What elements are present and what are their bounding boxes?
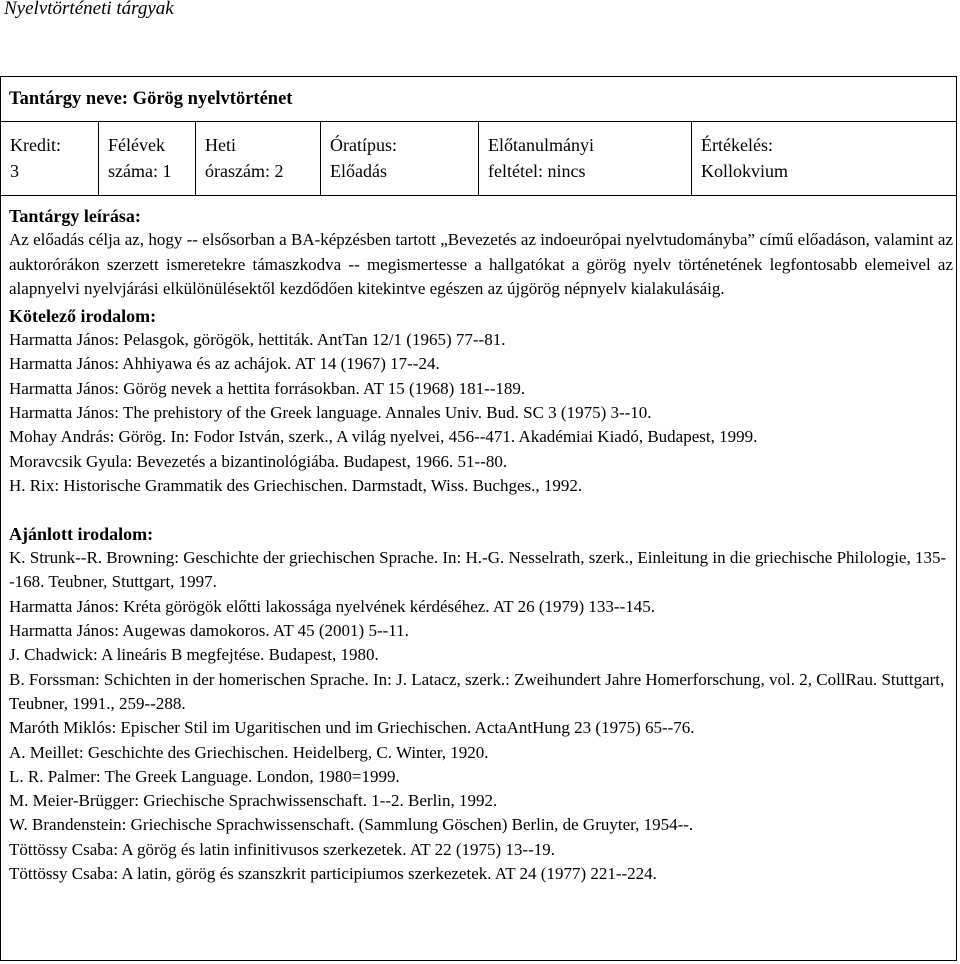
description-text: Az előadás célja az, hogy -- elsősorban a BA-képzésben tartott „Bevezetés az indoeurópai nyelvtudományba” című előadáson, valamint az auktorórákon szerzett ismeretekre támaszkodva -- megismertesse a hallgatókat a görög nyelv történetének legfontosabb elemeivel az alapnyelvi nyelvjárási elkülönülésektől kezdődően kitekintve egészen az újgörög népnyelv kialakulásáig. (9, 230, 953, 299)
course-content (9, 204, 953, 886)
required-ref-2: Harmatta János: Ahhiyawa és az achájok. AT 14 (1967) 17--24. (9, 354, 440, 374)
weekly-hours-cell (196, 122, 321, 195)
recommended-ref-1: K. Strunk--R. Browning: Geschichte der griechischen Sprache. In: H.-G. Nesselrath, szerk., Einleitung in die griechische Philologie, 135--168. Teubner, Stuttgart, 1997. (9, 548, 947, 592)
semesters-value: száma: 1 (108, 160, 172, 181)
required-ref-3: Harmatta János: Görög nevek a hettita forrásokban. AT 15 (1968) 181--189. (9, 378, 526, 398)
recommended-ref-3: Harmatta János: Augewas damokoros. AT 45 (2001) 5--11. (9, 621, 409, 641)
section-spacer (9, 498, 953, 522)
prerequisite-cell (479, 122, 692, 195)
prerequisite-value: feltétel: nincs (488, 160, 586, 181)
recommended-ref-5: B. Forssman: Schichten in der homerischen Sprache. In: J. Latacz, szerk.: Zweihundert Jahre Homerforschung, vol. 2, CollRau. Stuttgart, Teubner, 1991., 259--288. (9, 669, 945, 713)
weekly-hours-value: óraszám: 2 (205, 160, 284, 181)
evaluation-cell (692, 122, 956, 195)
recommended-ref-8: L. R. Palmer: The Greek Language. London, 1980=1999. (9, 766, 400, 786)
required-heading: Kötelező irodalom: (9, 306, 157, 327)
class-type-cell (321, 122, 479, 195)
recommended-ref-10: W. Brandenstein: Griechische Sprachwissenschaft. (Sammlung Göschen) Berlin, de Gruyter, 1954--. (9, 815, 694, 835)
recommended-ref-4: J. Chadwick: A lineáris B megfejtése. Budapest, 1980. (9, 645, 379, 665)
evaluation-value: Kollokvium (701, 160, 789, 181)
class-type-value: Előadás (330, 160, 387, 181)
course-table (0, 76, 957, 961)
weekly-hours-label: Heti (205, 135, 236, 155)
course-title: Tantárgy neve: Görög nyelvtörténet (9, 89, 293, 109)
credit-value: 3 (10, 160, 19, 181)
credit-label: Kredit: (10, 135, 61, 155)
recommended-heading: Ajánlott irodalom: (9, 524, 154, 545)
required-ref-1: Harmatta János: Pelasgok, görögök, hettiták. AntTan 12/1 (1965) 77--81. (9, 330, 506, 350)
semesters-cell (99, 122, 196, 195)
course-info-row (1, 122, 956, 196)
recommended-ref-9: M. Meier-Brügger: Griechische Sprachwissenschaft. 1--2. Berlin, 1992. (9, 791, 498, 811)
description-heading: Tantárgy leírása: (9, 206, 141, 226)
semesters-label: Félévek (108, 135, 165, 155)
recommended-ref-6: Maróth Miklós: Epischer Stil im Ugaritischen und im Griechischen. ActaAntHung 23 (1975) 65--76. (9, 718, 695, 738)
recommended-ref-12: Töttössy Csaba: A latin, görög és szanszkrit participiumos szerkezetek. AT 24 (1977) 221--224. (9, 864, 657, 884)
required-ref-5: Mohay András: Görög. In: Fodor István, szerk., A világ nyelvei, 456--471. Akadémiai Kiadó, Budapest, 1999. (9, 427, 758, 447)
course-title-row (1, 77, 956, 122)
required-ref-4: Harmatta János: The prehistory of the Greek language. Annales Univ. Bud. SC 3 (1975) 3--10. (9, 403, 652, 422)
class-type-label: Óratípus: (330, 135, 397, 155)
recommended-ref-7: A. Meillet: Geschichte des Griechischen. Heidelberg, C. Winter, 1920. (9, 742, 489, 762)
required-ref-7: H. Rix: Historische Grammatik des Griechischen. Darmstadt, Wiss. Buchges., 1992. (9, 475, 583, 495)
credit-cell (1, 122, 99, 195)
prerequisite-label: Előtanulmányi (488, 135, 594, 155)
page-header-title: Nyelvtörténeti tárgyak (4, 0, 174, 19)
required-ref-6: Moravcsik Gyula: Bevezetés a bizantinológiába. Budapest, 1966. 51--80. (9, 451, 508, 471)
recommended-ref-2: Harmatta János: Kréta görögök előtti lakossága nyelvének kérdéséhez. AT 26 (1979) 133--145. (9, 596, 655, 616)
evaluation-label: Értékelés: (701, 135, 773, 155)
recommended-ref-11: Töttössy Csaba: A görög és latin infinitivusos szerkezetek. AT 22 (1975) 13--19. (9, 839, 555, 859)
